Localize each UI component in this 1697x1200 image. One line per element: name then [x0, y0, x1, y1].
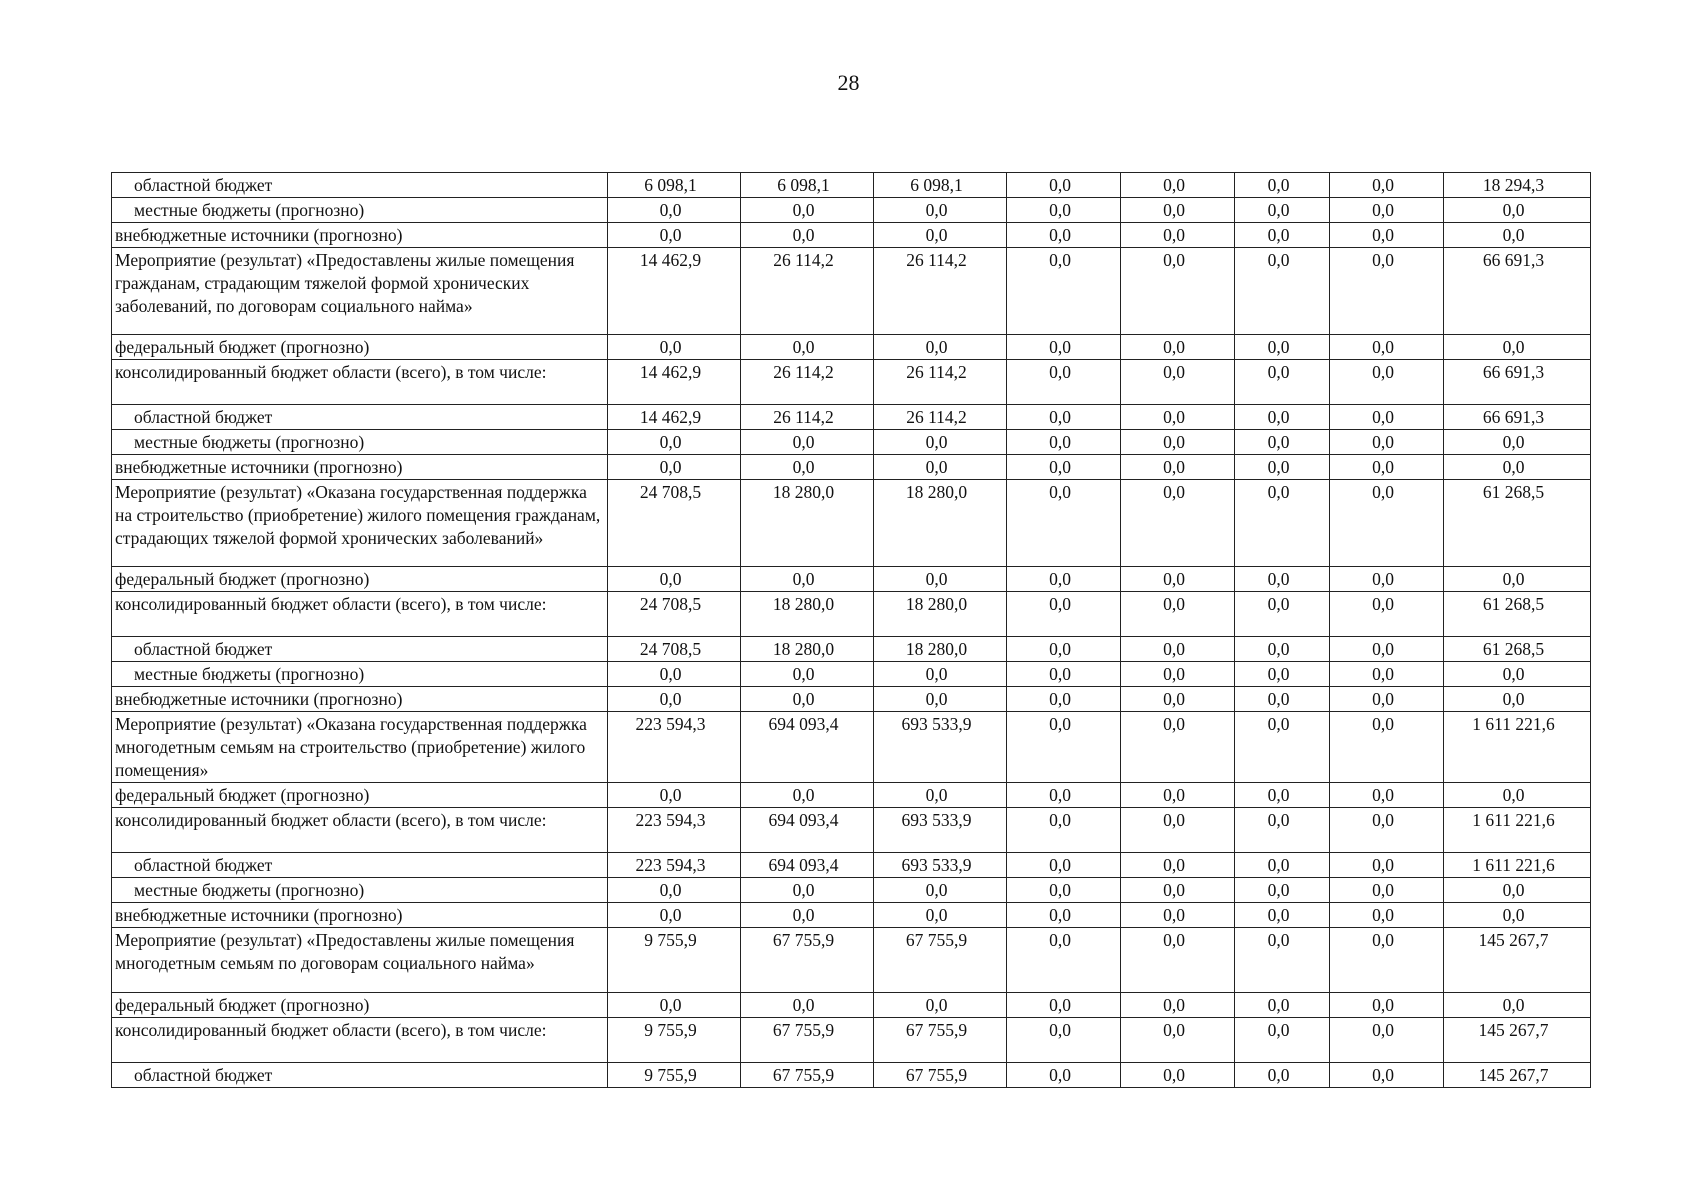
- value-cell: 67 755,9: [874, 1063, 1007, 1088]
- value-cell: 67 755,9: [741, 928, 874, 993]
- value-cell: 0,0: [1235, 360, 1330, 405]
- value-cell: 67 755,9: [874, 928, 1007, 993]
- value-cell: 0,0: [608, 903, 741, 928]
- value-cell: 0,0: [1007, 928, 1121, 993]
- value-cell: 0,0: [1121, 903, 1235, 928]
- value-cell: 0,0: [1330, 567, 1444, 592]
- table-row: [112, 567, 1591, 592]
- row-label: Мероприятие (результат) «Предоставлены жилые помещения гражданам, страдающим тяжелой формой хронических заболеваний, по договорам социального найма»: [112, 248, 608, 335]
- value-cell: 0,0: [1330, 662, 1444, 687]
- value-cell: 0,0: [1007, 1063, 1121, 1088]
- value-cell: 0,0: [1444, 687, 1591, 712]
- value-cell: 18 280,0: [741, 637, 874, 662]
- value-cell: 18 280,0: [874, 480, 1007, 567]
- value-cell: 0,0: [1121, 878, 1235, 903]
- value-cell: 0,0: [1121, 993, 1235, 1018]
- table-row: [112, 173, 1591, 198]
- value-cell: 694 093,4: [741, 853, 874, 878]
- table-row: [112, 480, 1591, 567]
- value-cell: 0,0: [1444, 993, 1591, 1018]
- value-cell: 0,0: [1330, 993, 1444, 1018]
- value-cell: 694 093,4: [741, 712, 874, 783]
- value-cell: 0,0: [1444, 455, 1591, 480]
- value-cell: 693 533,9: [874, 808, 1007, 853]
- value-cell: 26 114,2: [874, 248, 1007, 335]
- value-cell: 0,0: [1330, 480, 1444, 567]
- value-cell: 0,0: [1121, 637, 1235, 662]
- row-label: федеральный бюджет (прогнозно): [112, 783, 608, 808]
- value-cell: 0,0: [1007, 1018, 1121, 1063]
- value-cell: 0,0: [741, 223, 874, 248]
- value-cell: 1 611 221,6: [1444, 853, 1591, 878]
- value-cell: 0,0: [1007, 853, 1121, 878]
- value-cell: 0,0: [1007, 637, 1121, 662]
- row-label: Мероприятие (результат) «Оказана государственная поддержка на строительство (приобретение) жилого помещения гражданам, страдающих тяжелой формой хронических заболеваний»: [112, 480, 608, 567]
- value-cell: 0,0: [1007, 993, 1121, 1018]
- value-cell: 9 755,9: [608, 1018, 741, 1063]
- value-cell: 0,0: [874, 993, 1007, 1018]
- value-cell: 0,0: [1330, 592, 1444, 637]
- value-cell: 223 594,3: [608, 853, 741, 878]
- value-cell: 694 093,4: [741, 808, 874, 853]
- value-cell: 0,0: [1121, 198, 1235, 223]
- table-row: [112, 592, 1591, 637]
- value-cell: 0,0: [1444, 878, 1591, 903]
- value-cell: 0,0: [1235, 248, 1330, 335]
- value-cell: 24 708,5: [608, 637, 741, 662]
- value-cell: 0,0: [1330, 928, 1444, 993]
- value-cell: 26 114,2: [741, 405, 874, 430]
- value-cell: 0,0: [608, 335, 741, 360]
- value-cell: 0,0: [1330, 455, 1444, 480]
- value-cell: 0,0: [1121, 480, 1235, 567]
- table-row: [112, 808, 1591, 853]
- row-label: консолидированный бюджет области (всего), в том числе:: [112, 808, 608, 853]
- row-label: федеральный бюджет (прогнозно): [112, 993, 608, 1018]
- row-label: областной бюджет: [112, 1063, 608, 1088]
- table-row: [112, 853, 1591, 878]
- value-cell: 0,0: [1235, 198, 1330, 223]
- value-cell: 66 691,3: [1444, 360, 1591, 405]
- value-cell: 0,0: [1121, 405, 1235, 430]
- value-cell: 0,0: [1007, 592, 1121, 637]
- value-cell: 0,0: [1235, 808, 1330, 853]
- value-cell: 6 098,1: [874, 173, 1007, 198]
- value-cell: 0,0: [741, 335, 874, 360]
- value-cell: 0,0: [1330, 712, 1444, 783]
- value-cell: 0,0: [1444, 430, 1591, 455]
- value-cell: 0,0: [1121, 360, 1235, 405]
- value-cell: 0,0: [1444, 662, 1591, 687]
- value-cell: 0,0: [1444, 335, 1591, 360]
- value-cell: 0,0: [1444, 783, 1591, 808]
- value-cell: 61 268,5: [1444, 637, 1591, 662]
- row-label: местные бюджеты (прогнозно): [112, 662, 608, 687]
- value-cell: 0,0: [874, 903, 1007, 928]
- row-label: внебюджетные источники (прогнозно): [112, 903, 608, 928]
- value-cell: 0,0: [1235, 928, 1330, 993]
- row-label: Мероприятие (результат) «Оказана государственная поддержка многодетным семьям на строительство (приобретение) жилого помещения»: [112, 712, 608, 783]
- value-cell: 0,0: [1235, 430, 1330, 455]
- value-cell: 0,0: [1330, 637, 1444, 662]
- value-cell: 0,0: [1235, 592, 1330, 637]
- table-row: [112, 687, 1591, 712]
- value-cell: 0,0: [608, 993, 741, 1018]
- row-label: внебюджетные источники (прогнозно): [112, 223, 608, 248]
- value-cell: 26 114,2: [741, 360, 874, 405]
- table-row: [112, 430, 1591, 455]
- value-cell: 0,0: [741, 993, 874, 1018]
- value-cell: 0,0: [608, 687, 741, 712]
- value-cell: 0,0: [1007, 878, 1121, 903]
- row-label: местные бюджеты (прогнозно): [112, 878, 608, 903]
- value-cell: 0,0: [1444, 567, 1591, 592]
- row-label: внебюджетные источники (прогнозно): [112, 687, 608, 712]
- value-cell: 0,0: [1444, 223, 1591, 248]
- value-cell: 0,0: [1330, 198, 1444, 223]
- value-cell: 0,0: [1330, 853, 1444, 878]
- value-cell: 0,0: [1235, 567, 1330, 592]
- value-cell: 0,0: [874, 662, 1007, 687]
- value-cell: 0,0: [1007, 662, 1121, 687]
- value-cell: 0,0: [608, 198, 741, 223]
- value-cell: 67 755,9: [741, 1063, 874, 1088]
- value-cell: 0,0: [1121, 567, 1235, 592]
- table-row: [112, 405, 1591, 430]
- value-cell: 0,0: [741, 662, 874, 687]
- value-cell: 0,0: [608, 783, 741, 808]
- row-label: Мероприятие (результат) «Предоставлены жилые помещения многодетным семьям по договорам социального найма»: [112, 928, 608, 993]
- value-cell: 9 755,9: [608, 1063, 741, 1088]
- value-cell: 1 611 221,6: [1444, 712, 1591, 783]
- value-cell: 0,0: [608, 455, 741, 480]
- value-cell: 0,0: [874, 198, 1007, 223]
- value-cell: 0,0: [1121, 335, 1235, 360]
- value-cell: 0,0: [608, 662, 741, 687]
- value-cell: 0,0: [1121, 430, 1235, 455]
- row-label: федеральный бюджет (прогнозно): [112, 567, 608, 592]
- value-cell: 0,0: [1007, 430, 1121, 455]
- value-cell: 0,0: [1121, 455, 1235, 480]
- value-cell: 14 462,9: [608, 360, 741, 405]
- value-cell: 223 594,3: [608, 808, 741, 853]
- row-label: консолидированный бюджет области (всего), в том числе:: [112, 360, 608, 405]
- value-cell: 18 280,0: [874, 637, 1007, 662]
- value-cell: 0,0: [1007, 567, 1121, 592]
- table-row: [112, 903, 1591, 928]
- value-cell: 67 755,9: [741, 1018, 874, 1063]
- value-cell: 0,0: [1235, 853, 1330, 878]
- table-row: [112, 360, 1591, 405]
- value-cell: 0,0: [1235, 712, 1330, 783]
- table-row: [112, 455, 1591, 480]
- value-cell: 0,0: [1121, 783, 1235, 808]
- value-cell: 0,0: [1121, 248, 1235, 335]
- value-cell: 0,0: [1330, 335, 1444, 360]
- value-cell: 0,0: [1121, 662, 1235, 687]
- row-label: областной бюджет: [112, 173, 608, 198]
- value-cell: 0,0: [1121, 1018, 1235, 1063]
- value-cell: 145 267,7: [1444, 1063, 1591, 1088]
- value-cell: 145 267,7: [1444, 1018, 1591, 1063]
- table-row: [112, 662, 1591, 687]
- table-row: [112, 1018, 1591, 1063]
- value-cell: 26 114,2: [874, 405, 1007, 430]
- value-cell: 0,0: [874, 567, 1007, 592]
- value-cell: 0,0: [874, 783, 1007, 808]
- value-cell: 14 462,9: [608, 405, 741, 430]
- row-label: консолидированный бюджет области (всего), в том числе:: [112, 1018, 608, 1063]
- row-label: внебюджетные источники (прогнозно): [112, 455, 608, 480]
- value-cell: 0,0: [1330, 248, 1444, 335]
- value-cell: 0,0: [1235, 662, 1330, 687]
- value-cell: 0,0: [1330, 360, 1444, 405]
- value-cell: 0,0: [874, 223, 1007, 248]
- value-cell: 26 114,2: [741, 248, 874, 335]
- value-cell: 0,0: [741, 455, 874, 480]
- table-row: [112, 1063, 1591, 1088]
- value-cell: 0,0: [1330, 1063, 1444, 1088]
- table-row: [112, 248, 1591, 335]
- value-cell: 0,0: [1121, 687, 1235, 712]
- value-cell: 0,0: [1235, 335, 1330, 360]
- value-cell: 0,0: [1235, 878, 1330, 903]
- table-row: [112, 637, 1591, 662]
- value-cell: 24 708,5: [608, 480, 741, 567]
- value-cell: 0,0: [1121, 853, 1235, 878]
- value-cell: 0,0: [1007, 223, 1121, 248]
- page-number: 28: [837, 70, 860, 95]
- value-cell: 0,0: [741, 878, 874, 903]
- value-cell: 0,0: [1007, 480, 1121, 567]
- table-row: [112, 783, 1591, 808]
- value-cell: 0,0: [1007, 335, 1121, 360]
- value-cell: 0,0: [874, 335, 1007, 360]
- value-cell: 18 294,3: [1444, 173, 1591, 198]
- budget-table: [111, 172, 1591, 1088]
- value-cell: 0,0: [1444, 198, 1591, 223]
- value-cell: 0,0: [608, 878, 741, 903]
- value-cell: 0,0: [1121, 1063, 1235, 1088]
- value-cell: 6 098,1: [608, 173, 741, 198]
- value-cell: 0,0: [608, 567, 741, 592]
- value-cell: 0,0: [1235, 405, 1330, 430]
- value-cell: 0,0: [1235, 637, 1330, 662]
- value-cell: 18 280,0: [741, 480, 874, 567]
- value-cell: 0,0: [1444, 903, 1591, 928]
- value-cell: 0,0: [1007, 903, 1121, 928]
- value-cell: 693 533,9: [874, 853, 1007, 878]
- value-cell: 0,0: [1235, 1018, 1330, 1063]
- value-cell: 61 268,5: [1444, 592, 1591, 637]
- value-cell: 0,0: [741, 903, 874, 928]
- value-cell: 0,0: [1121, 712, 1235, 783]
- value-cell: 6 098,1: [741, 173, 874, 198]
- value-cell: 0,0: [1007, 455, 1121, 480]
- table-row: [112, 993, 1591, 1018]
- value-cell: 9 755,9: [608, 928, 741, 993]
- value-cell: 0,0: [1330, 430, 1444, 455]
- value-cell: 223 594,3: [608, 712, 741, 783]
- value-cell: 0,0: [1330, 1018, 1444, 1063]
- table-row: [112, 223, 1591, 248]
- table-row: [112, 335, 1591, 360]
- table-row: [112, 928, 1591, 993]
- value-cell: 0,0: [1007, 687, 1121, 712]
- value-cell: 0,0: [741, 198, 874, 223]
- value-cell: 145 267,7: [1444, 928, 1591, 993]
- value-cell: 14 462,9: [608, 248, 741, 335]
- value-cell: 0,0: [741, 567, 874, 592]
- value-cell: 0,0: [1121, 173, 1235, 198]
- value-cell: 0,0: [608, 430, 741, 455]
- value-cell: 0,0: [1121, 928, 1235, 993]
- value-cell: 0,0: [1007, 173, 1121, 198]
- value-cell: 0,0: [1235, 480, 1330, 567]
- row-label: областной бюджет: [112, 637, 608, 662]
- table-row: [112, 878, 1591, 903]
- value-cell: 0,0: [1330, 783, 1444, 808]
- value-cell: 0,0: [1330, 808, 1444, 853]
- value-cell: 0,0: [1007, 198, 1121, 223]
- value-cell: 0,0: [874, 430, 1007, 455]
- value-cell: 0,0: [1235, 1063, 1330, 1088]
- value-cell: 0,0: [874, 687, 1007, 712]
- value-cell: 61 268,5: [1444, 480, 1591, 567]
- value-cell: 0,0: [1235, 687, 1330, 712]
- value-cell: 0,0: [741, 687, 874, 712]
- value-cell: 0,0: [1007, 405, 1121, 430]
- value-cell: 0,0: [1235, 455, 1330, 480]
- value-cell: 0,0: [1235, 173, 1330, 198]
- value-cell: 0,0: [1235, 903, 1330, 928]
- value-cell: 1 611 221,6: [1444, 808, 1591, 853]
- value-cell: 0,0: [1007, 712, 1121, 783]
- value-cell: 0,0: [1007, 783, 1121, 808]
- value-cell: 0,0: [1235, 783, 1330, 808]
- value-cell: 26 114,2: [874, 360, 1007, 405]
- row-label: местные бюджеты (прогнозно): [112, 198, 608, 223]
- table-row: [112, 198, 1591, 223]
- value-cell: 0,0: [1007, 248, 1121, 335]
- value-cell: 66 691,3: [1444, 405, 1591, 430]
- value-cell: 0,0: [741, 430, 874, 455]
- value-cell: 0,0: [1330, 223, 1444, 248]
- value-cell: 0,0: [1007, 808, 1121, 853]
- value-cell: 693 533,9: [874, 712, 1007, 783]
- value-cell: 0,0: [1330, 173, 1444, 198]
- table-row: [112, 712, 1591, 783]
- value-cell: 0,0: [1007, 360, 1121, 405]
- value-cell: 18 280,0: [741, 592, 874, 637]
- value-cell: 0,0: [608, 223, 741, 248]
- value-cell: 0,0: [1121, 808, 1235, 853]
- value-cell: 66 691,3: [1444, 248, 1591, 335]
- row-label: федеральный бюджет (прогнозно): [112, 335, 608, 360]
- value-cell: 0,0: [1121, 592, 1235, 637]
- value-cell: 0,0: [1235, 993, 1330, 1018]
- row-label: областной бюджет: [112, 853, 608, 878]
- row-label: областной бюджет: [112, 405, 608, 430]
- value-cell: 24 708,5: [608, 592, 741, 637]
- budget-table-body: [112, 173, 1591, 1088]
- value-cell: 18 280,0: [874, 592, 1007, 637]
- value-cell: 0,0: [1330, 903, 1444, 928]
- value-cell: 67 755,9: [874, 1018, 1007, 1063]
- row-label: консолидированный бюджет области (всего), в том числе:: [112, 592, 608, 637]
- row-label: местные бюджеты (прогнозно): [112, 430, 608, 455]
- value-cell: 0,0: [741, 783, 874, 808]
- value-cell: 0,0: [1330, 687, 1444, 712]
- value-cell: 0,0: [874, 878, 1007, 903]
- value-cell: 0,0: [1121, 223, 1235, 248]
- value-cell: 0,0: [874, 455, 1007, 480]
- value-cell: 0,0: [1330, 878, 1444, 903]
- value-cell: 0,0: [1330, 405, 1444, 430]
- value-cell: 0,0: [1235, 223, 1330, 248]
